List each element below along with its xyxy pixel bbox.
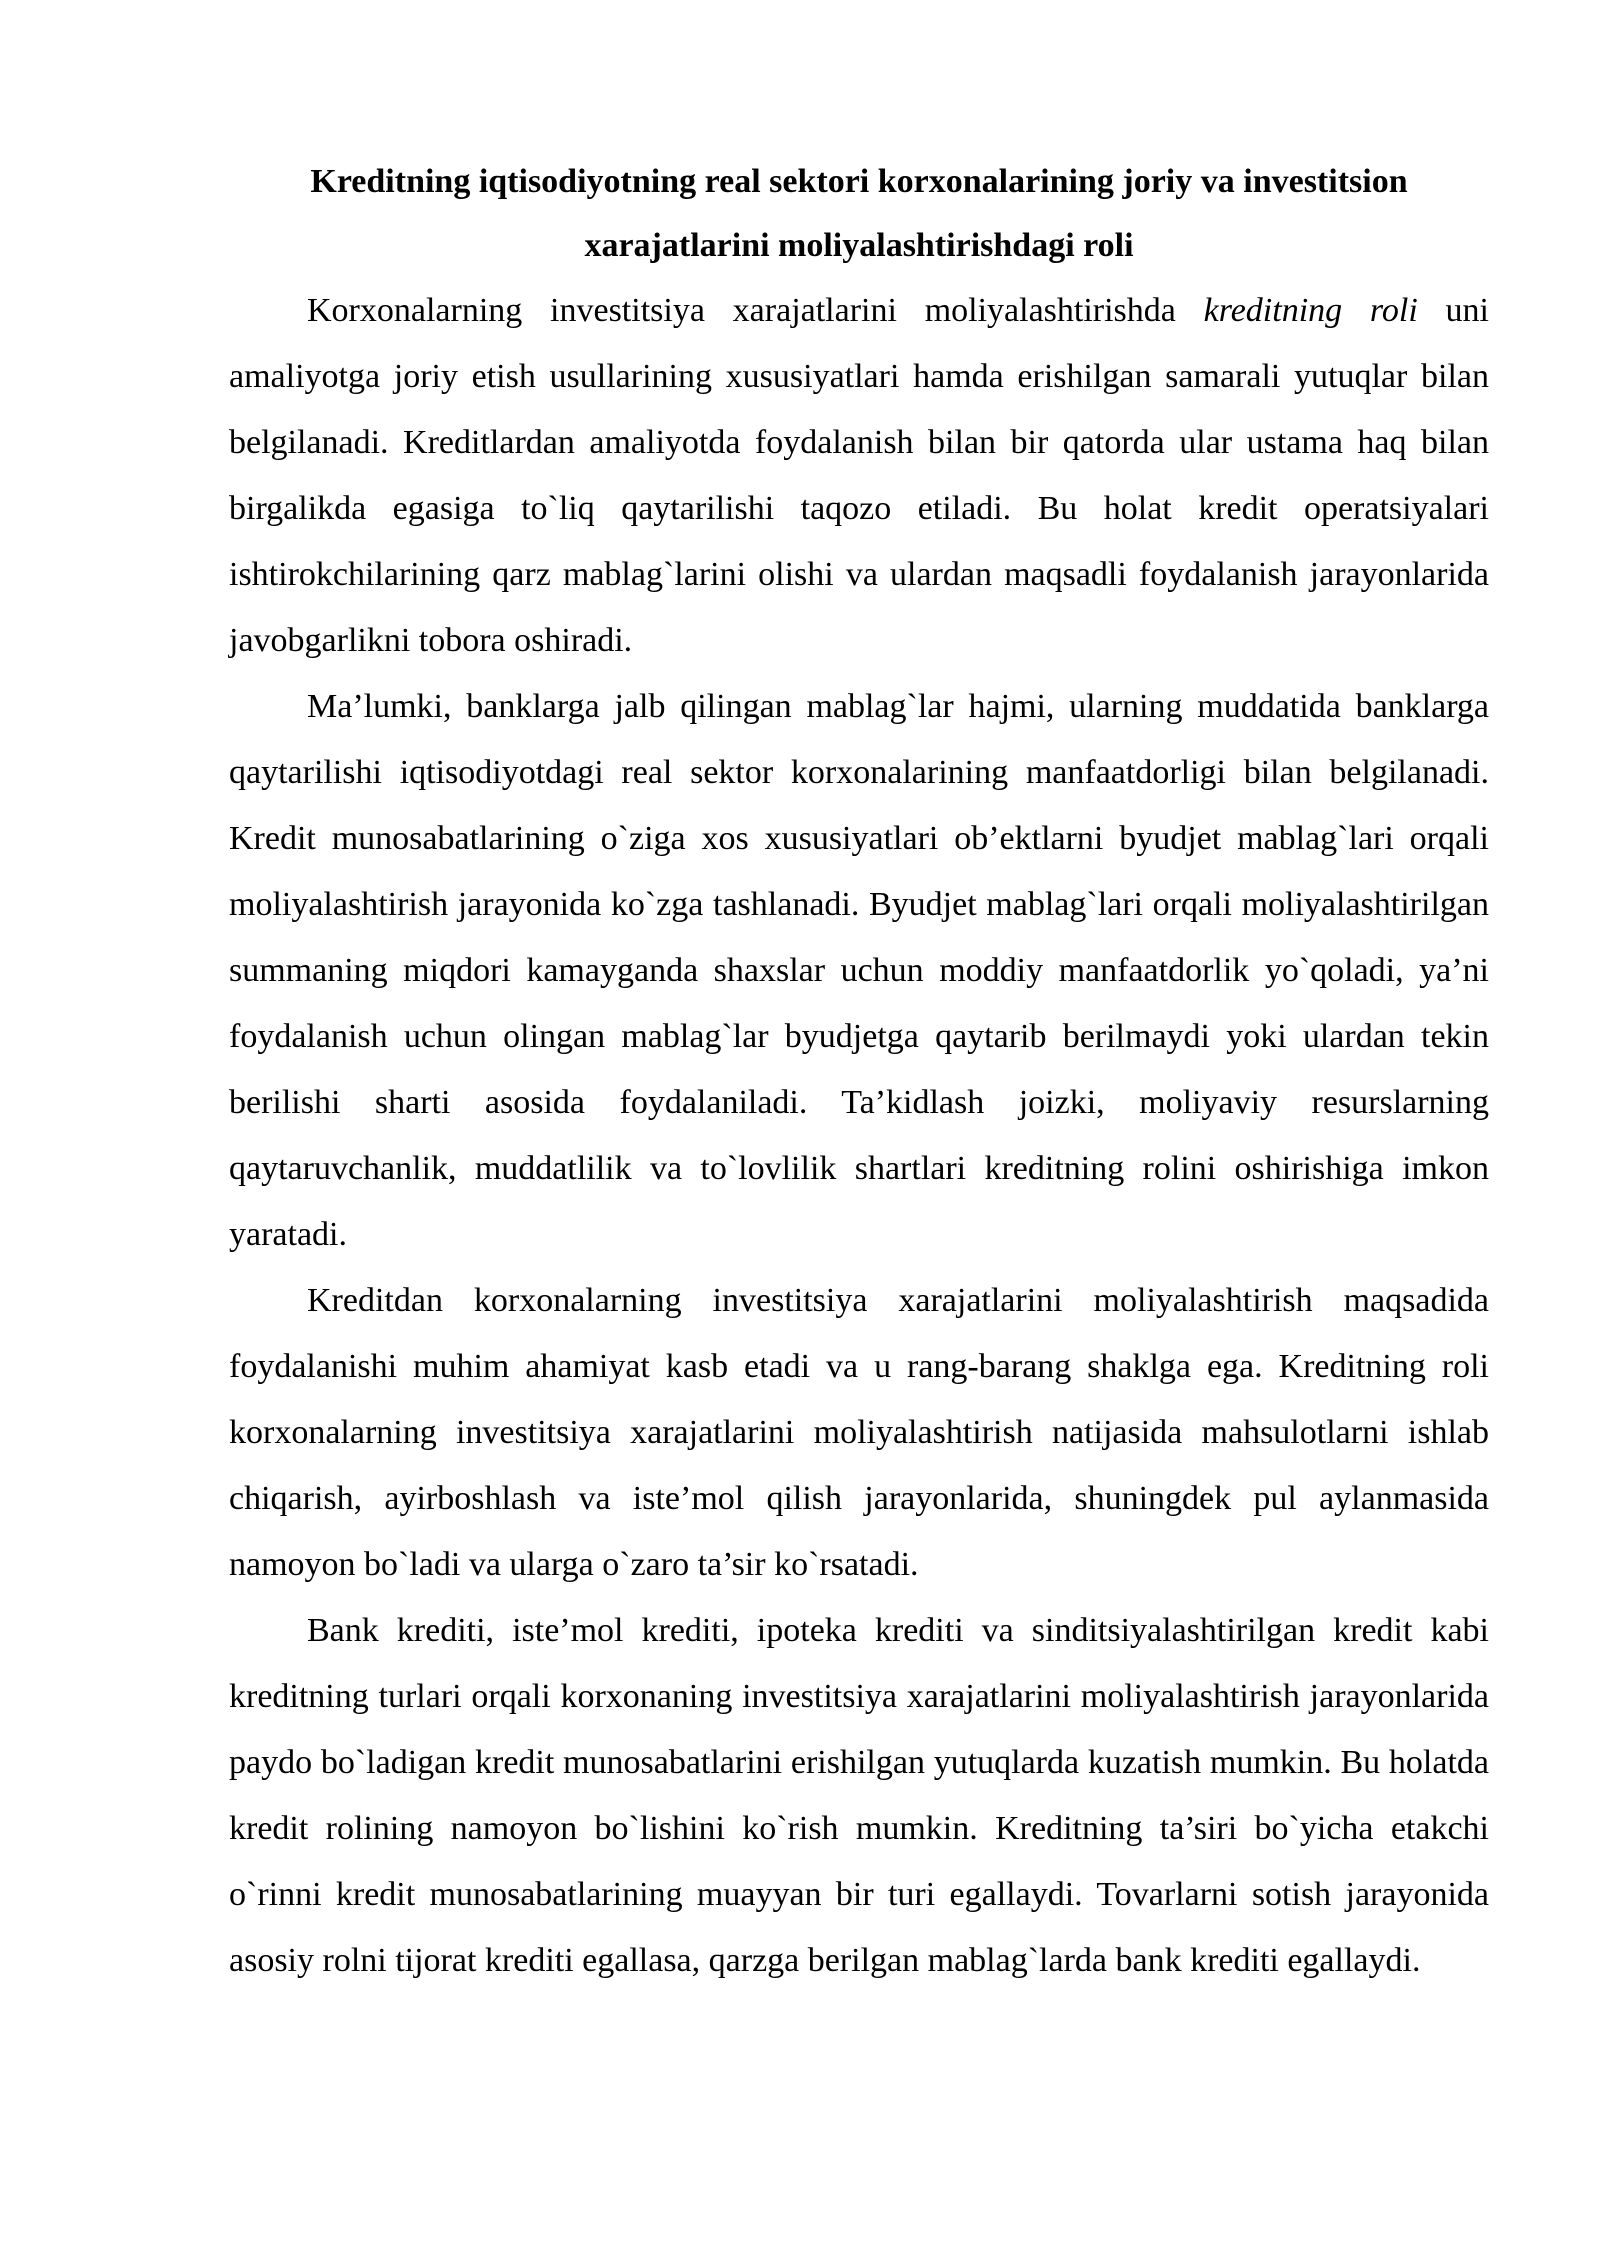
document-title: Kreditning iqtisodiyotning real sektori korxonalarining joriy va investitsion xarajatlarini moliyalashtirishdagi roli <box>310 163 1408 264</box>
paragraph-3: Kreditdan korxonalarning investitsiya xarajatlarini moliyalashtirish maqsadida foydalanishi muhim ahamiyat kasb etadi va u rang-barang shaklga ega. Kreditning roli korxonalarning investitsiya xarajatlarini moliyalashtirish natijasida mahsulotlarni ishlab chiqarish, ayirboshlash va iste’mol qilish jarayonlarida, shuningdek pul aylanmasida namoyon bo`ladi va ularga o`zaro ta’sir ko`rsatadi. <box>229 1282 1489 1583</box>
paragraph-1 <box>229 278 1489 674</box>
paragraph-1-emphasis: kreditning roli <box>1203 292 1418 329</box>
document-page <box>229 150 1489 1994</box>
paragraph-1-text-before: Korxonalarning investitsiya xarajatlarini moliyalashtirishda <box>307 292 1204 329</box>
paragraph-1-text-after: uni amaliyotga joriy etish usullarining xususiyatlari hamda erishilgan samarali yutuqlar bilan belgilanadi. Kreditlardan amaliyotda foydalanish bilan bir qatorda ular ustama haq bilan birgalikda egasiga to`liq qaytarilishi taqozo etiladi. Bu holat kredit operatsiyalari ishtirokchilarining qarz mablag`larini olishi va ulardan maqsadli foydalanish jarayonlarida javobgarlikni tobora oshiradi. <box>229 292 1489 659</box>
paragraph-2: Ma’lumki, banklarga jalb qilingan mablag`lar hajmi, ularning muddatida banklarga qaytarilishi iqtisodiyotdagi real sektor korxonalarining manfaatdorligi bilan belgilanadi. Kredit munosabatlarining o`ziga xos xususiyatlari ob’ektlarni byudjet mablag`lari orqali moliyalashtirish jarayonida ko`zga tashlanadi. Byudjet mablag`lari orqali moliyalashtirilgan summaning miqdori kamayganda shaxslar uchun moddiy manfaatdorlik yo`qoladi, ya’ni foydalanish uchun olingan mablag`lar byudjetga qaytarib berilmaydi yoki ulardan tekin berilishi sharti asosida foydalaniladi. Ta’kidlash joizki, moliyaviy resurslarning qaytaruvchanlik, muddatlilik va to`lovlilik shartlari kreditning rolini oshirishiga imkon yaratadi. <box>229 688 1489 1253</box>
paragraph-4: Bank krediti, iste’mol krediti, ipoteka krediti va sinditsiyalashtirilgan kredit kabi kreditning turlari orqali korxonaning investitsiya xarajatlarini moliyalashtirish jarayonlarida paydo bo`ladigan kredit munosabatlarini erishilgan yutuqlarda kuzatish mumkin. Bu holatda kredit rolining namoyon bo`lishini ko`rish mumkin. Kreditning ta’siri bo`yicha etakchi o`rinni kredit munosabatlarining muayyan bir turi egallaydi. Tovarlarni sotish jarayonida asosiy rolni tijorat krediti egallasa, qarzga berilgan mablag`larda bank krediti egallaydi. <box>229 1612 1489 1979</box>
